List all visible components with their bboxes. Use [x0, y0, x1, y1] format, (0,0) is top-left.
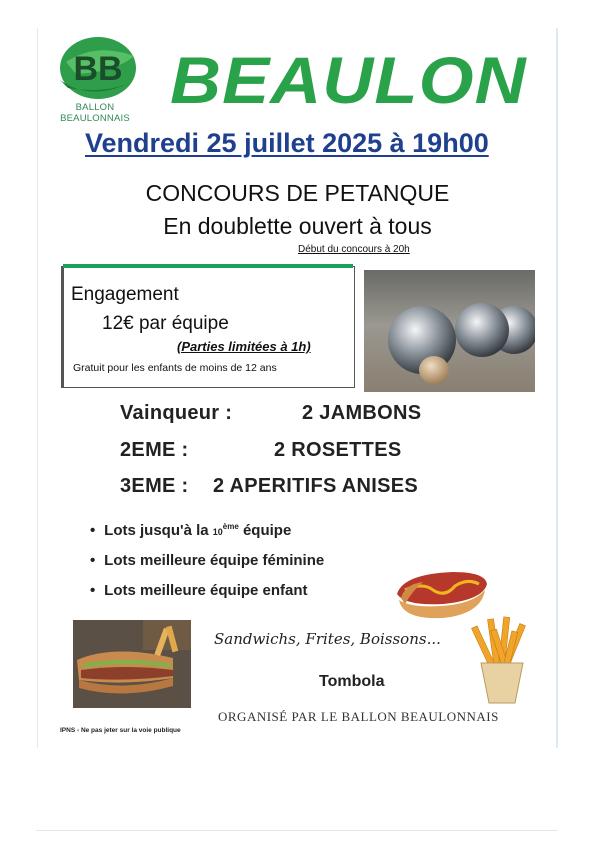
- petanque-balls-photo-icon: [364, 270, 535, 392]
- fee-free-note: Gratuit pour les enfants de moins de 12 ans: [73, 362, 277, 374]
- town-title: BEAULON: [170, 43, 527, 117]
- fries-illustration-icon: [467, 615, 537, 705]
- page-edge-left: [37, 28, 38, 748]
- start-note: Début du concours à 20h: [298, 244, 410, 255]
- list-item: • Lots meilleure équipe féminine: [90, 552, 325, 569]
- prize-3: 2 APERITIFS ANISES: [213, 475, 419, 497]
- prize-rank-3: 3EME :: [120, 475, 189, 497]
- event-date: Vendredi 25 juillet 2025 à 19h00: [85, 128, 489, 158]
- food-offer: Sandwichs, Frites, Boissons...: [214, 630, 441, 648]
- sandwich-photo-icon: [73, 620, 191, 708]
- bullet-icon: •: [90, 582, 96, 599]
- bullet-icon: •: [90, 552, 96, 569]
- prize-2: 2 ROSETTES: [274, 439, 402, 461]
- fee-limit-note: (Parties limitées à 1h): [177, 339, 311, 354]
- event-title: CONCOURS DE PETANQUE: [145, 180, 450, 206]
- fee-box-stripe: [63, 264, 353, 268]
- ipns-note: IPNS - Ne pas jeter sur la voie publique: [60, 727, 181, 734]
- lots-list: [90, 522, 420, 612]
- event-format: En doublette ouvert à tous: [163, 213, 432, 239]
- bullet-icon: •: [90, 522, 96, 539]
- logo-label: BALLON BEAULONNAIS: [60, 102, 130, 124]
- page-edge-right: [556, 28, 558, 748]
- fee-box-edge: [61, 266, 63, 388]
- fee-price: 12€ par équipe: [102, 313, 229, 334]
- prize-1: 2 JAMBONS: [302, 402, 422, 424]
- list-item: • Lots meilleure équipe enfant: [90, 582, 308, 599]
- organizer-line: ORGANISÉ PAR LE BALLON BEAULONNAIS: [218, 709, 499, 724]
- hotdog-illustration-icon: [393, 560, 489, 622]
- prize-rank-1: Vainqueur :: [120, 402, 233, 424]
- list-item: • Lots jusqu'à la 10ème équipe: [90, 522, 292, 539]
- fee-heading: Engagement: [71, 284, 179, 305]
- prize-rank-2: 2EME :: [120, 439, 189, 461]
- tombola-label: Tombola: [319, 673, 385, 690]
- page-edge-bottom: [36, 830, 558, 831]
- logo-initials: BB: [73, 50, 123, 88]
